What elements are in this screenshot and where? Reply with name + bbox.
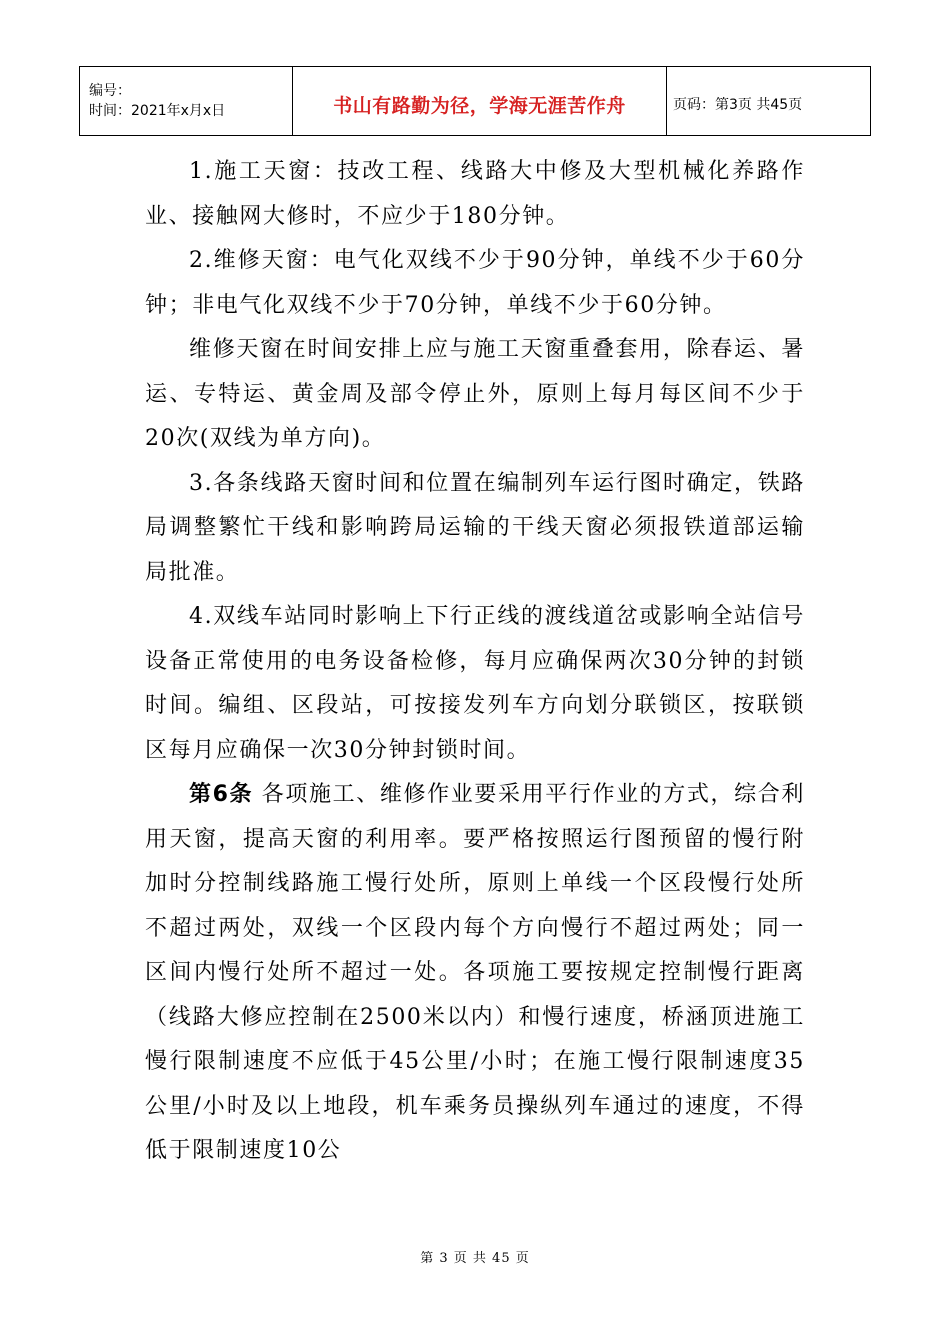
document-body <box>145 150 805 1174</box>
paragraph-station-lockout: 4.双线车站同时影响上下行正线的渡线道岔或影响全站信号设备正常使用的电务设备检修，每月应确保两次30分钟的封锁时间。编组、区段站，可按接发列车方向划分联锁区，按联锁区每月应确保一次30分钟封锁时间。 <box>145 604 805 763</box>
paragraph-construction-window: 1.施工天窗：技改工程、线路大中修及大型机械化养路作业、接触网大修时，不应少于180分钟。 <box>145 159 805 229</box>
paragraph-window-overlap: 维修天窗在时间安排上应与施工天窗重叠套用，除春运、暑运、专特运、黄金周及部令停止外，原则上每月每区间不少于20次(双线为单方向)。 <box>145 337 805 451</box>
article-6-text: 各项施工、维修作业要采用平行作业的方式，综合利用天窗，提高天窗的利用率。要严格按照运行图预留的慢行附加时分控制线路施工慢行处所，原则上单线一个区段慢行处所不超过两处，双线一个区段内每个方向慢行不超过两处；同一区间内慢行处所不超过一处。各项施工要按规定控制慢行距离（线路大修应控制在2500米以内）和慢行速度，桥涵顶进施工慢行限制速度不应低于45公里/小时；在施工慢行限制速度35公里/小时及以上地段，机车乘务员操纵列车通过的速度，不得低于限制速度10公 <box>145 782 805 1163</box>
header-table <box>79 66 871 136</box>
paragraph-maintenance-window: 2.维修天窗：电气化双线不少于90分钟，单线不少于60分钟；非电气化双线不少于70分钟，单线不少于60分钟。 <box>145 248 805 318</box>
document-number-label: 编号： <box>89 83 131 99</box>
page-footer: 第 3 页 共 45 页 <box>420 1251 530 1266</box>
header-motto: 书山有路勤为径，学海无涯苦作舟 <box>293 67 667 136</box>
header-page-info: 页码：第3页 共45页 <box>667 67 871 136</box>
article-6-number: 第6条 <box>189 782 254 807</box>
document-time-label: 时间：2021年x月x日 <box>89 103 226 119</box>
header-meta-cell <box>80 67 293 136</box>
paragraph-article-6 <box>145 773 805 1174</box>
paragraph-window-scheduling: 3.各条线路天窗时间和位置在编制列车运行图时确定，铁路局调整繁忙干线和影响跨局运输的干线天窗必须报铁道部运输局批准。 <box>145 470 805 585</box>
